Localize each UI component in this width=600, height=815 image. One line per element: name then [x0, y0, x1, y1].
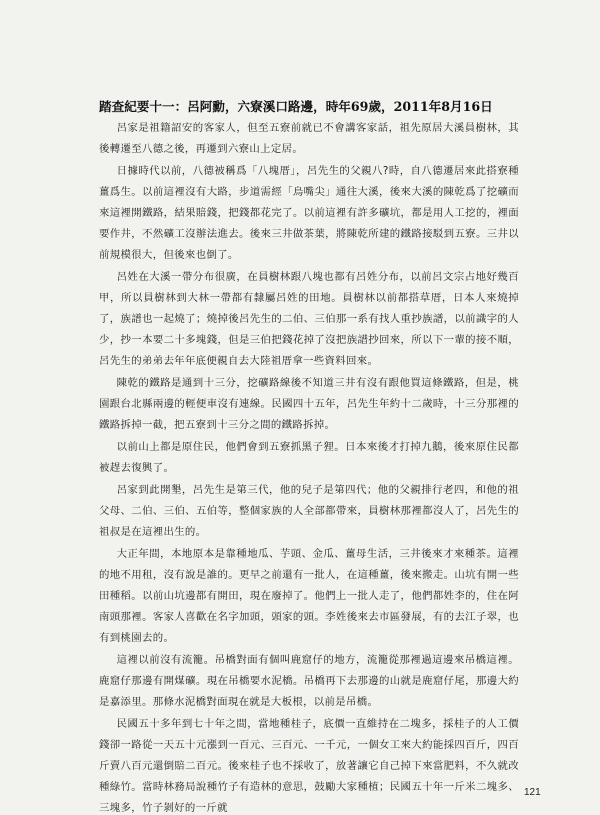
paragraph-7: 大正年間，本地原本是靠種地瓜、芋頭、金瓜、薑母生活，三井後來才來種茶。這裡的地不用租，沒有說是誰的。更早之前還有一批人，在這種薑，後來搬走。山坑有開一些田種稻。以前山坑邊都有開田，現在廢掉了。他們上一批人走了，他們都姓李的，住在阿南頭那裡。客家人喜歡在名字加頭，頭家的頭。李姓後來去市區發展，有的去江子翠，也有到桃園去的。	[99, 548, 519, 644]
paragraph-3: 呂姓在大溪一帶分布很廣，在員樹林跟八塊也都有呂姓分布，以前呂文宗占地好幾百甲，所以員樹林到大林一帶都有隸屬呂姓的田地。員樹林以前都搭草厝，日本人來燒掉了，族譜也一起燒了；燒掉後呂先生的二伯、三伯那一系有找人重抄族譜，以前識字的人少，抄一本要二十多塊錢，但是三伯把錢花掉了沒把族譜抄回來，所以下一輩的接不順，呂先生的弟弟去年年底便親自去大陸祖厝拿一些資料回來。	[99, 271, 519, 367]
section-heading: 踏查紀要十一：呂阿勳，六寮溪口路邊，時年69歲，2011年8月16日	[99, 99, 493, 114]
paragraph-1: 呂家是祖籍詔安的客家人，但至五寮前就已不會講客家話，祖先原居大溪員樹林，其後轉遷至八德之後，再遷到六寮山上定居。	[99, 122, 519, 155]
page-number: 121	[524, 787, 541, 798]
paragraph-4: 陳乾的鐵路是通到十三分，挖礦路線後不知道三井有沒有跟他買這條鐵路，但是，桃園跟台北縣兩邊的輕便車沒有連線。民國四十五年，呂先生年約十二歲時，十三分那裡的鐵路拆掉一截，把五寮到十三分之間的鐵路拆掉。	[99, 377, 519, 431]
paragraph-9: 民國五十多年到七十年之間，當地種桂子，底價一直維持在二塊多，採桂子的人工價錢卻一路從一天五十元漲到一百元、三百元、一千元，一個女工來大約能採四百斤，四百斤賣八百元還倒賠二百元。後來桂子也不採收了，放著讓它自己掉下來當肥料，不久就改種綠竹。當時林務局說種竹子有造林的意思，鼓勵大家種植；民國五十年一斤米二塊多、三塊多，竹子剝好的一斤就	[99, 718, 519, 814]
page-content	[99, 98, 519, 815]
paragraph-5: 以前山上都是原住民，他們會到五寮抓黑子狸。日本來後才打掉九鵝，後來原住民都被趕去復興了。	[99, 441, 519, 474]
paragraph-2: 日據時代以前，八德被稱爲「八塊厝」，呂先生的父親八?時，自八德遷居來此搭寮種薑爲生。以前這裡沒有大路，步道需經「烏嘴尖」通往大溪，後來大溪的陳乾爲了挖礦而來這裡開鐵路，結果賠錢，把錢都花完了。以前這裡有許多礦坑，都是用人工挖的，裡面要作井，不然礦工沒辦法進去。後來三井做茶葉，將陳乾所建的鐵路接駁到五寮。三井以前規模很大，但後來也倒了。	[99, 165, 519, 261]
paragraph-8: 這裡以前沒有流籠。吊橋對面有個叫鹿窟仔的地方，流籠從那裡過這邊來吊橋這裡。鹿窟仔那邊有開煤礦。現在吊橋要水泥橋。吊橋再下去那邊的山就是鹿窟仔尾，那邊大約是嘉添里。那條水泥橋對面現在就是大板根，以前是吊橋。	[99, 654, 519, 708]
paragraph-6: 呂家到此開墾，呂先生是第三代，他的兒子是第四代；他的父親排行老四，和他的祖父母、二伯、三伯、五伯等，整個家族的人全部都帶來，員樹林那裡都沒人了，呂先生的祖叔是在這裡出生的。	[99, 484, 519, 538]
